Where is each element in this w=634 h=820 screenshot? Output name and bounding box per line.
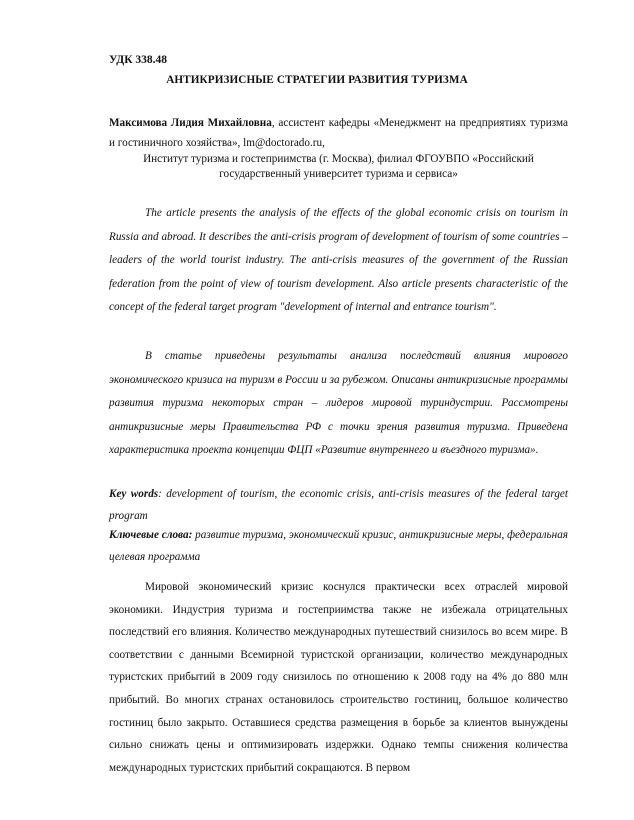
keywords-russian bbox=[109, 524, 568, 568]
paper-title: АНТИКРИЗИСНЫЕ СТРАТЕГИИ РАЗВИТИЯ ТУРИЗМА bbox=[166, 74, 468, 86]
author-line bbox=[109, 114, 568, 153]
keywords-russian-text: развитие туризма, экономический кризис, антикризисные меры, федеральная целевая программа bbox=[109, 529, 568, 563]
keywords-russian-label: Ключевые слова: bbox=[109, 529, 193, 541]
abstract-english: The article presents the analysis of the effects of the global economic crisis on tourism in Russia and abroad. It describes the anti-crisis program of development of tourism of some countries – leaders of the world tourist industry. The anti-crisis measures of the government of the Russian federation from the point of view of tourism development. Also article presents characteristic of the concept of the federal target program "development of internal and entrance tourism". bbox=[109, 207, 568, 314]
author-position: , ассистент кафедры «Менеджмент на предприятиях туризма и гостиничного хозяйства», lm@doctorado.ru, bbox=[109, 117, 568, 149]
affiliation: Институт туризма и гостеприимства (г. Москва), филиал ФГОУВПО «Российский государственный университет туризма и сервиса» bbox=[143, 153, 534, 180]
body-paragraph: Мировой экономический кризис коснулся практически всех отраслей мировой экономики. Индустрия туризма и гостеприимства также не избежала отрицательных последствий его влияния. Количество международных путешествий снизилось во всем мире. В соответствии с данными Всемирной туристской организации, количество международных туристских прибытий в 2009 году снизилось по отношению к 2008 году на 4% до 880 млн прибытий. Во многих странах остановилось строительство гостиниц, большое количество гостиниц было закрыто. Оставшиеся средства размещения в борьбе за клиентов вынуждены сильно снижать цены и оптимизировать издержки. Однако темпы снижения количества международных туристских прибытий сокращаются. В первом bbox=[109, 581, 568, 774]
author-name: Максимова Лидия Михайловна bbox=[109, 117, 272, 129]
keywords-english-text: : development of tourism, the economic crisis, anti-crisis measures of the federal target program bbox=[109, 488, 569, 522]
abstract-russian: В статье приведены результаты анализа последствий влияния мирового экономического кризиса на туризм в России и за рубежом. Описаны антикризисные программы развития туризма некоторых стран – лидеров мировой туриндустрии. Рассмотрены антикризисные меры Правительства РФ с точки зрения развития туризма. Приведена характеристика проекта концепции ФЦП «Развитие внутреннего и въездного туризма». bbox=[109, 350, 568, 457]
udc-code: УДК 338.48 bbox=[109, 54, 168, 66]
keywords-english-label: Key words bbox=[109, 488, 159, 500]
keywords-english bbox=[109, 483, 568, 527]
